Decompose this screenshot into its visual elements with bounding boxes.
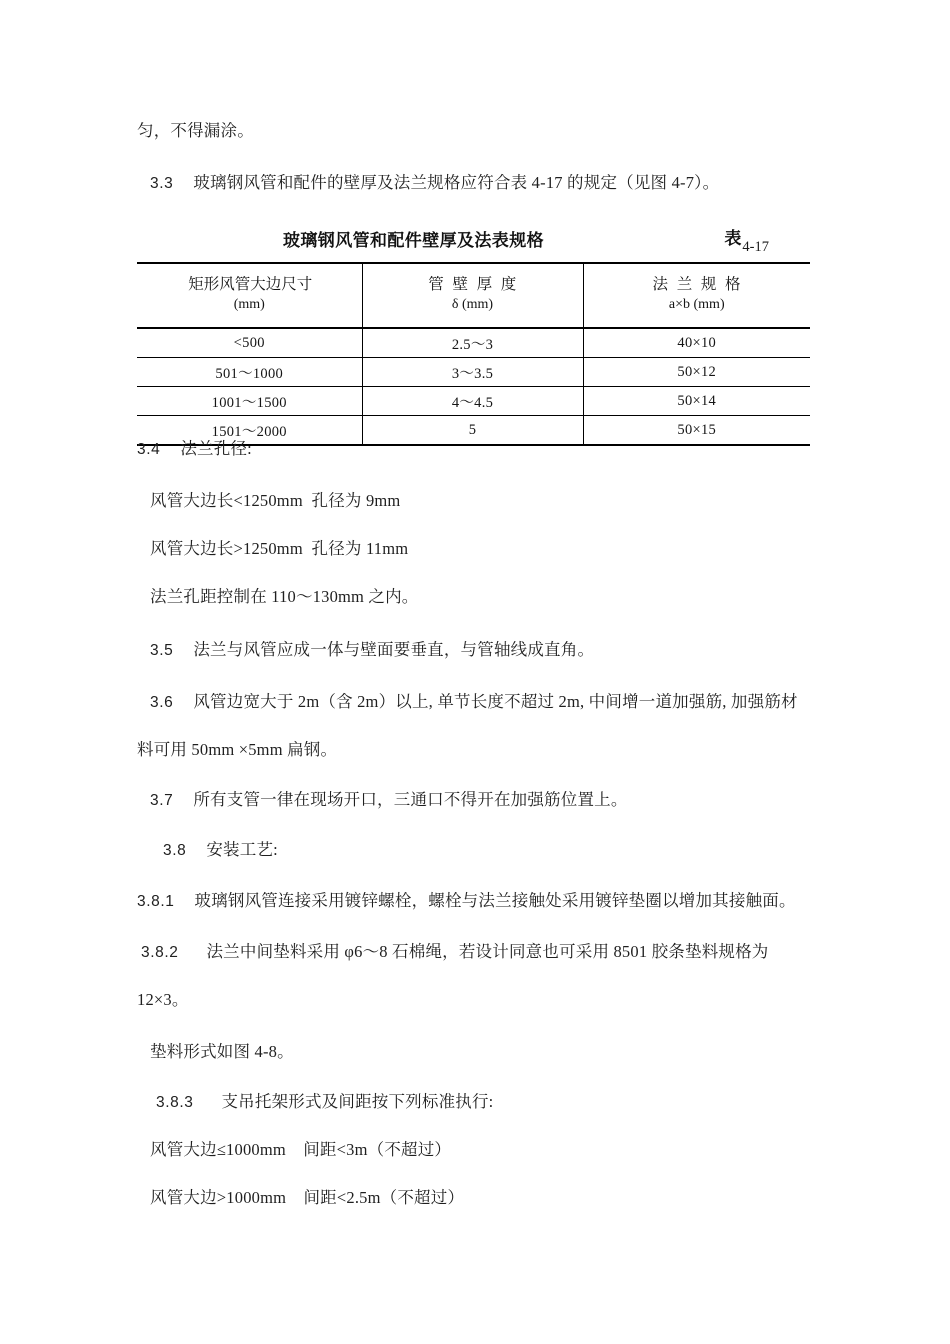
section-text-3-8-2-line1: 法兰中间垫料采用 φ6～8 石棉绳，若设计同意也可采用 8501 胶条垫料规格为 <box>206 942 769 961</box>
cell-value: 1001～1500 <box>211 394 287 411</box>
cell-value: <500 <box>233 334 265 351</box>
section-number-3-8: 3.8 <box>163 842 187 859</box>
section-number-3-6: 3.6 <box>150 694 174 711</box>
table-header-row <box>137 263 810 328</box>
table-caption-number: 4-17 <box>742 239 769 255</box>
table-cell <box>362 328 583 358</box>
cell-value: 50×15 <box>677 421 717 438</box>
table-cell <box>137 387 362 416</box>
table-caption-number-group <box>724 224 769 255</box>
section-number-3-8-2: 3.8.2 <box>141 944 179 961</box>
table-header-cell-duct-size <box>137 263 362 328</box>
paragraph-section-3-5 <box>150 638 594 663</box>
cell-value: 50×12 <box>677 363 717 380</box>
cell-value: 3～3.5 <box>451 365 494 382</box>
table-header-line2: δ (mm) <box>451 297 494 313</box>
table-cell <box>362 387 583 416</box>
table-caption <box>137 226 810 255</box>
table-cell <box>137 358 362 387</box>
section-number-3-4: 3.4 <box>137 441 161 458</box>
section-number-3-8-1: 3.8.1 <box>137 893 175 910</box>
section-number-3-8-3: 3.8.3 <box>156 1094 194 1111</box>
cell-value: 50×14 <box>677 392 717 409</box>
table-header-line1: 管 壁 厚 度 <box>428 276 519 294</box>
paragraph-3-4-line-1: 风管大边长<1250mm 孔径为 9mm <box>150 491 401 510</box>
paragraph-section-3-4 <box>137 437 252 462</box>
table-row <box>137 328 810 358</box>
paragraph-section-3-6-continued: 料可用 50mm ×5mm 扁钢。 <box>137 740 338 759</box>
paragraph-section-3-8-2 <box>141 940 769 965</box>
cell-value: 1501～2000 <box>211 423 287 440</box>
cell-value: 501～1000 <box>215 365 284 382</box>
section-text-3-3: 玻璃钢风管和配件的壁厚及法兰规格应符合表 4-17 的规定（见图 4-7）。 <box>193 173 720 192</box>
paragraph-section-3-8-3 <box>156 1090 493 1115</box>
paragraph-3-8-3-line-1: 风管大边≤1000mm 间距<3m（不超过） <box>150 1140 452 1159</box>
section-text-3-4: 法兰孔径: <box>180 439 252 458</box>
section-text-3-5: 法兰与风管应成一体与壁面要垂直，与管轴线成直角。 <box>193 640 595 659</box>
table-header-line1: 矩形风管大边尺寸 <box>188 276 313 294</box>
section-text-3-8-1: 玻璃钢风管连接采用镀锌螺栓，螺栓与法兰接触处采用镀锌垫圈以增加其接触面。 <box>194 891 796 910</box>
table-cell <box>583 416 810 446</box>
paragraph-section-3-8-2-continued: 12×3。 <box>137 990 189 1009</box>
table-caption-title: 玻璃钢风管和配件壁厚及法表规格 <box>283 231 544 250</box>
paragraph-section-3-8 <box>163 838 278 863</box>
table-cell <box>583 358 810 387</box>
section-number-3-3: 3.3 <box>150 175 174 192</box>
table-cell <box>137 328 362 358</box>
table-row <box>137 387 810 416</box>
paragraph-pad-form-note: 垫料形式如图 4-8。 <box>150 1042 294 1061</box>
section-text-3-8-3: 支吊托架形式及间距按下列标准执行: <box>221 1092 494 1111</box>
section-text-3-6-line1: 风管边宽大于 2m（含 2m）以上, 单节长度不超过 2m, 中间增一道加强筋, 加强筋材 <box>193 692 798 711</box>
paragraph-section-3-3 <box>150 171 719 196</box>
paragraph-section-3-8-1 <box>137 889 796 914</box>
cell-value: 4～4.5 <box>451 394 494 411</box>
table-header-cell-flange-spec <box>583 263 810 328</box>
paragraph-3-8-3-line-2: 风管大边>1000mm 间距<2.5m（不超过） <box>150 1188 465 1207</box>
table-header-line2: a×b (mm) <box>668 297 725 313</box>
cell-value: 40×10 <box>677 334 717 351</box>
section-number-3-7: 3.7 <box>150 792 174 809</box>
table-cell <box>362 358 583 387</box>
table-caption-label: 表 <box>724 229 742 248</box>
section-text-3-8: 安装工艺: <box>206 840 278 859</box>
paragraph-section-3-7 <box>150 788 628 813</box>
paragraph-3-4-line-2: 风管大边长>1250mm 孔径为 11mm <box>150 539 409 558</box>
paragraph-intro-continuation: 匀，不得漏涂。 <box>137 121 254 140</box>
section-text-3-7: 所有支管一律在现场开口，三通口不得开在加强筋位置上。 <box>193 790 628 809</box>
cell-value: 2.5～3 <box>451 336 494 353</box>
table-cell <box>583 328 810 358</box>
paragraph-3-4-line-3: 法兰孔距控制在 110～130mm 之内。 <box>150 587 419 606</box>
cell-value: 5 <box>468 421 477 438</box>
table-row <box>137 358 810 387</box>
spec-table <box>137 262 810 446</box>
table-header-line2: (mm) <box>233 297 265 313</box>
table-cell <box>362 416 583 446</box>
table-cell <box>583 387 810 416</box>
section-number-3-5: 3.5 <box>150 642 174 659</box>
paragraph-section-3-6 <box>150 690 798 715</box>
table-header-cell-wall-thickness <box>362 263 583 328</box>
table-header-line1: 法 兰 规 格 <box>652 276 743 294</box>
